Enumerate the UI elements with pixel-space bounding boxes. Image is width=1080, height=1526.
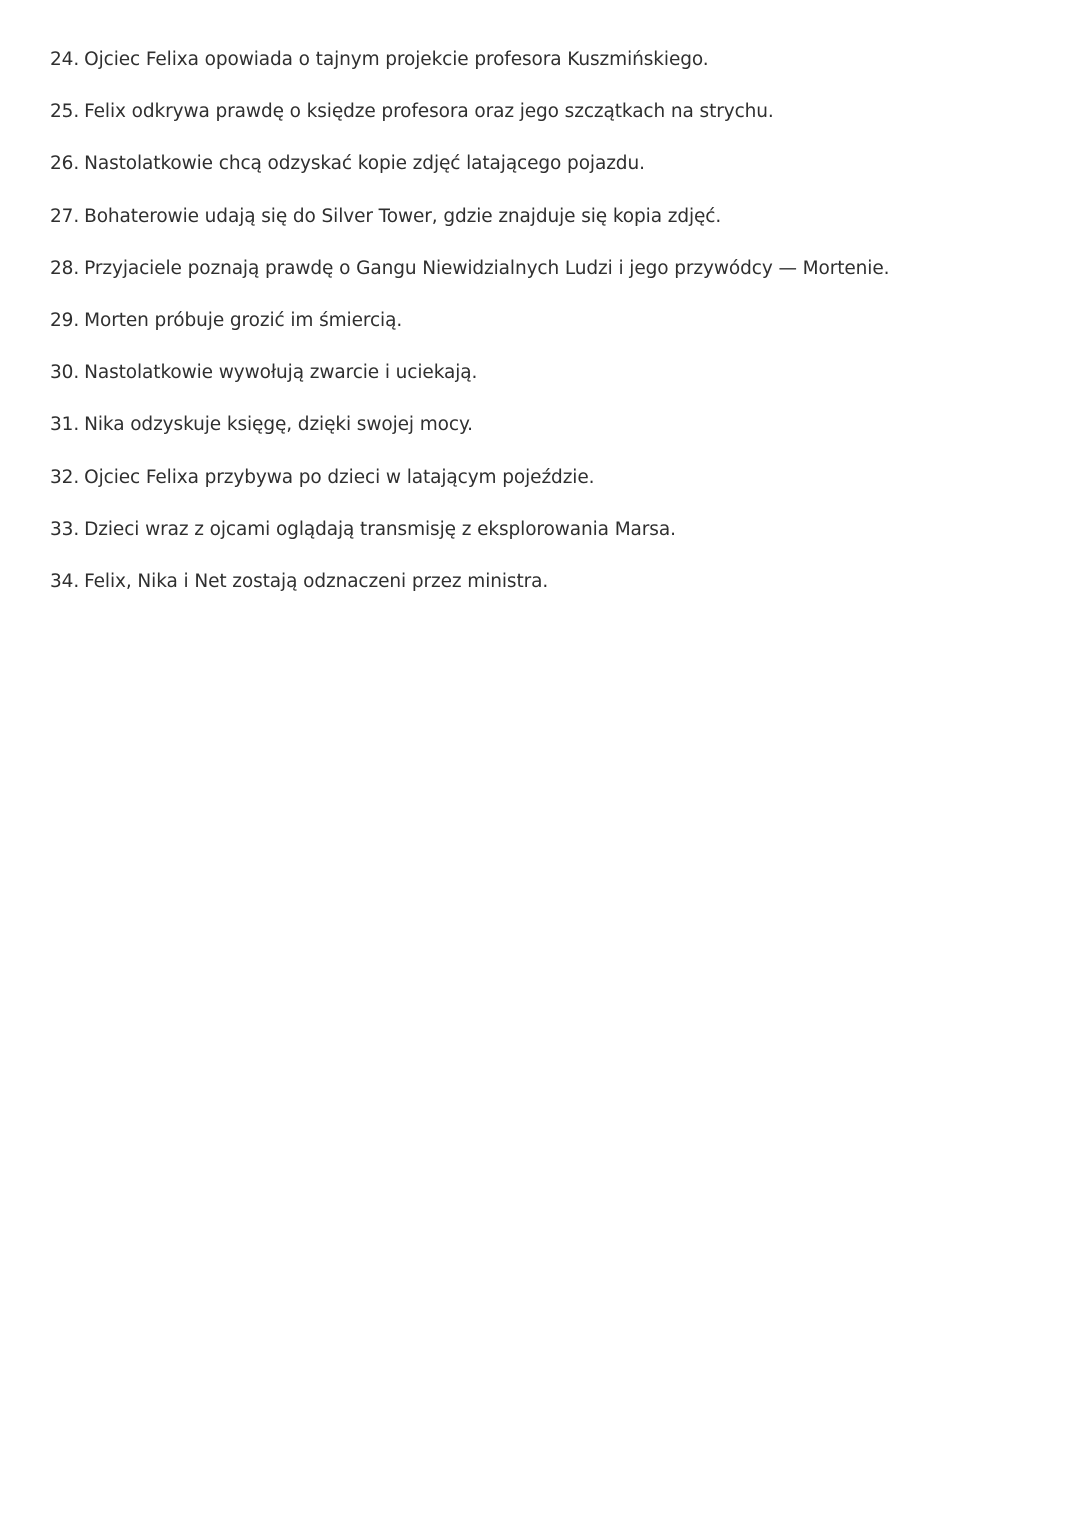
list-item-number: 26. xyxy=(50,153,80,175)
list-item xyxy=(50,258,1030,310)
list-item xyxy=(50,519,1030,571)
list-item-text: Ojciec Felixa opowiada o tajnym projekcie profesora Kuszmińskiego. xyxy=(84,49,709,70)
list-item-text: Felix odkrywa prawdę o księdze profesora oraz jego szczątkach na strychu. xyxy=(84,101,774,123)
list-item xyxy=(50,310,1030,362)
list-item-number: 29. xyxy=(50,309,80,331)
list-item-text: Ojciec Felixa przybywa po dzieci w latającym pojeździe. xyxy=(84,466,595,488)
list-item xyxy=(50,362,1030,414)
list-item-number: 25. xyxy=(50,101,80,123)
plot-outline-list xyxy=(50,49,1030,623)
list-item-number: 28. xyxy=(50,257,80,279)
list-item-text: Nastolatkowie chcą odzyskać kopie zdjęć latającego pojazdu. xyxy=(84,153,645,175)
list-item xyxy=(50,414,1030,466)
list-item-text: Nika odzyskuje księgę, dzięki swojej mocy. xyxy=(84,414,473,436)
list-item-number: 30. xyxy=(50,362,80,384)
list-item-number: 24. xyxy=(50,49,80,70)
list-item-text: Dzieci wraz z ojcami oglądają transmisję z eksplorowania Marsa. xyxy=(84,518,676,540)
list-item-number: 27. xyxy=(50,205,80,227)
list-item xyxy=(50,467,1030,519)
list-item-number: 31. xyxy=(50,414,80,436)
list-item xyxy=(50,101,1030,153)
list-item-text: Morten próbuje grozić im śmiercią. xyxy=(84,309,403,331)
list-item xyxy=(50,571,1030,623)
list-item xyxy=(50,153,1030,205)
list-item xyxy=(50,206,1030,258)
list-item-number: 34. xyxy=(50,570,80,592)
list-item-text: Felix, Nika i Net zostają odznaczeni przez ministra. xyxy=(84,570,549,592)
list-item-text: Bohaterowie udają się do Silver Tower, gdzie znajduje się kopia zdjęć. xyxy=(84,205,722,227)
list-item-number: 32. xyxy=(50,466,80,488)
list-item-number: 33. xyxy=(50,518,80,540)
list-item xyxy=(50,49,1030,101)
list-item-text: Nastolatkowie wywołują zwarcie i uciekają. xyxy=(84,362,478,384)
list-item-text: Przyjaciele poznają prawdę o Gangu Niewidzialnych Ludzi i jego przywódcy — Mortenie. xyxy=(84,257,890,279)
